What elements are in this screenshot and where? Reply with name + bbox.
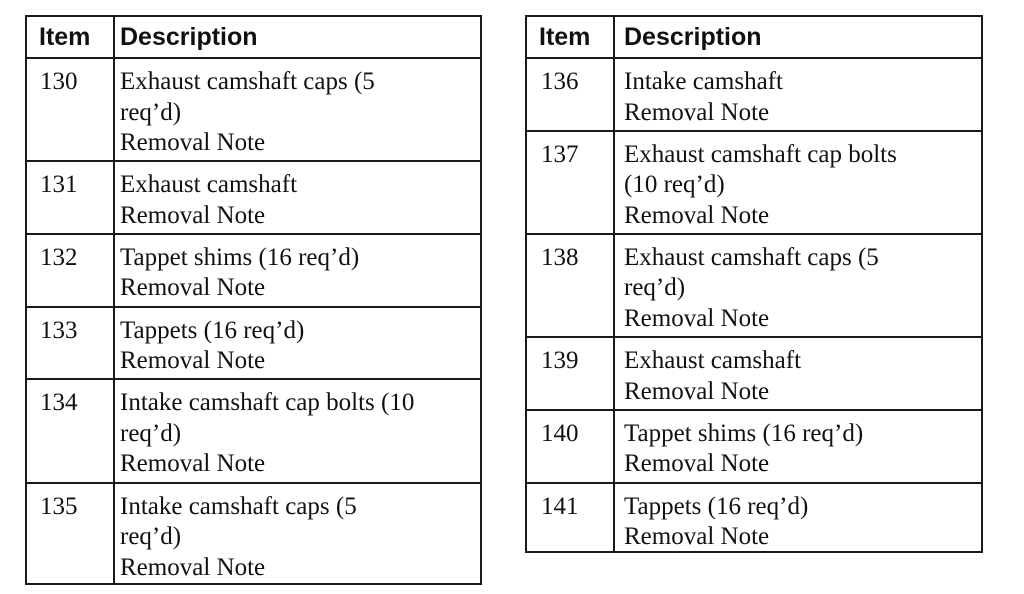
item-description [624, 346, 801, 407]
item-description [120, 243, 359, 304]
description-line: Intake camshaft cap bolts (10 [120, 389, 415, 417]
item-number: 139 [541, 347, 579, 375]
description-column-header: Description [120, 23, 258, 51]
removal-note: Removal Note [120, 201, 266, 229]
table-row [527, 484, 981, 557]
item-column-header: Item [539, 23, 591, 51]
table-body [527, 59, 981, 556]
description-line: (10 req’d) [624, 171, 725, 199]
description-line: req’d) [120, 523, 182, 551]
item-number: 133 [40, 316, 78, 344]
item-description [120, 170, 297, 231]
description-line: req’d) [624, 274, 686, 302]
item-number: 130 [40, 68, 78, 95]
item-number: 141 [541, 492, 579, 520]
removal-note: Removal Note [120, 129, 266, 156]
description-line: Exhaust camshaft caps (5 [120, 68, 375, 95]
removal-note: Removal Note [120, 274, 266, 302]
removal-note: Removal Note [624, 98, 770, 126]
removal-note: Removal Note [624, 523, 770, 551]
item-number: 138 [541, 243, 579, 271]
table-header [27, 17, 480, 59]
item-description [624, 140, 897, 232]
item-column-header: Item [39, 23, 91, 51]
item-number: 131 [40, 171, 78, 199]
item-description [120, 316, 304, 377]
description-line: Exhaust camshaft [624, 347, 802, 375]
item-description [120, 67, 375, 159]
removal-note: Removal Note [624, 304, 770, 332]
description-line: Tappets (16 req’d) [624, 492, 809, 520]
description-line: Tappet shims (16 req’d) [120, 243, 360, 271]
item-description [624, 243, 879, 335]
item-number: 135 [40, 492, 78, 520]
table-row [27, 484, 480, 587]
description-line: Intake camshaft [624, 68, 783, 95]
removal-note: Removal Note [624, 450, 770, 478]
description-line: req’d) [120, 419, 182, 447]
item-number: 137 [541, 140, 579, 168]
table-row [27, 162, 480, 235]
description-line: Exhaust camshaft cap bolts [624, 140, 897, 168]
description-line: Intake camshaft caps (5 [120, 492, 357, 520]
description-line: Exhaust camshaft caps (5 [624, 243, 879, 271]
item-description [624, 419, 863, 480]
item-number: 140 [541, 419, 579, 447]
description-line: Tappet shims (16 req’d) [624, 419, 864, 447]
table-row [527, 411, 981, 484]
removal-note: Removal Note [120, 450, 266, 478]
removal-note: Removal Note [120, 553, 266, 581]
item-number: 136 [541, 68, 579, 95]
description-line: req’d) [120, 98, 182, 126]
table-row [527, 338, 981, 411]
description-column-header: Description [624, 23, 762, 51]
parts-table-left [25, 15, 482, 585]
removal-note: Removal Note [624, 377, 770, 405]
item-description [624, 67, 783, 128]
removal-note: Removal Note [624, 201, 770, 229]
table-row [27, 235, 480, 308]
description-line: Tappets (16 req’d) [120, 316, 305, 344]
item-number: 134 [40, 389, 78, 417]
description-line: Exhaust camshaft [120, 171, 298, 199]
item-description [624, 492, 808, 553]
table-row [527, 132, 981, 235]
item-description [120, 492, 357, 584]
parts-table-right [525, 15, 983, 553]
table-row [27, 308, 480, 381]
table-row [27, 59, 480, 162]
table-body [27, 59, 480, 587]
table-header [527, 17, 981, 59]
item-number: 132 [40, 243, 78, 271]
table-row [27, 380, 480, 483]
removal-note: Removal Note [120, 347, 266, 375]
table-row [527, 59, 981, 132]
item-description [120, 388, 414, 480]
table-row [527, 235, 981, 338]
